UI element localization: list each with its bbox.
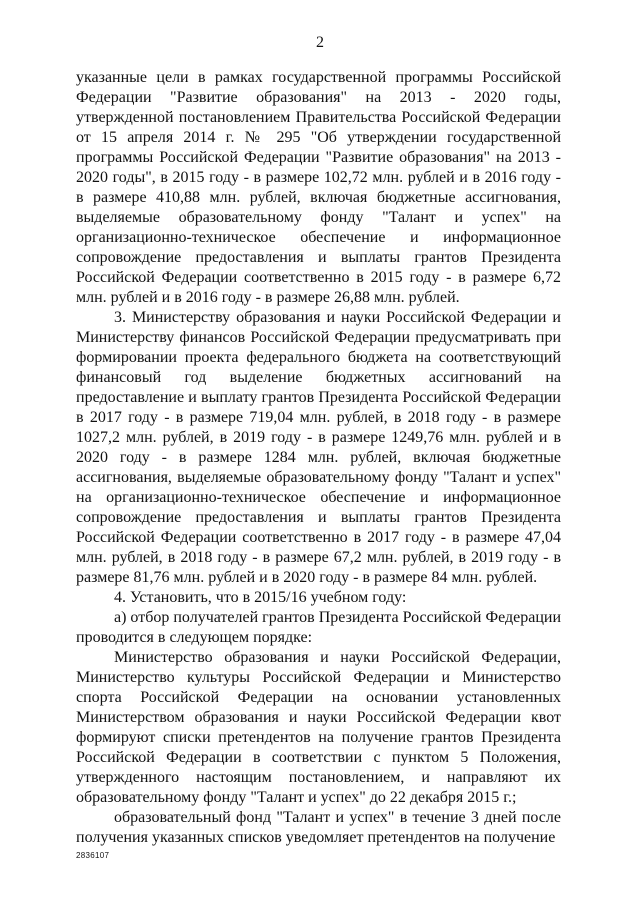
document-code: 2836107 <box>76 851 110 860</box>
paragraph-ministries: Министерство образования и науки Российской Федерации, Министерство культуры Российской Федерации и Министерство спорта Российской Федерации на основании установленных Министерством образования и науки Российской Федерации квот формируют списки претендентов на получение грантов Президента Российской Федерации в соответствии с пунктом 5 Положения, утвержденного настоящим постановлением, и направляют их образовательному фонду "Талант и успех" до 22 декабря 2015 г.; <box>76 649 561 806</box>
page-number: 2 <box>316 34 324 51</box>
paragraph-foundation: образовательный фонд "Талант и успех" в течение 3 дней после получения указанных списков уведомляет претендентов на получение <box>76 809 561 846</box>
paragraph-continuation: указанные цели в рамках государственной программы Российской Федерации "Развитие образования" на 2013 - 2020 годы, утвержденной постановлением Правительства Российской Федерации от 15 апреля 2014 г. № 295 "Об утверждении государственной программы Российской Федерации "Развитие образования" на 2013 - 2020 годы", в 2015 году - в размере 102,72 млн. рублей и в 2016 году - в размере 410,88 млн. рублей, включая бюджетные ассигнования, выделяемые образовательному фонду "Талант и успех" на организационно-техническое обеспечение и информационное сопровождение предоставления и выплаты грантов Президента Российской Федерации соответственно в 2015 году - в размере 6,72 млн. рублей и в 2016 году - в размере 26,88 млн. рублей. <box>76 69 561 306</box>
paragraph-item-4: 4. Установить, что в 2015/16 учебном году: <box>114 589 407 606</box>
paragraph-item-3: 3. Министерству образования и науки Российской Федерации и Министерству финансов Российской Федерации предусматривать при формировании проекта федерального бюджета на соответствующий финансовый год выделение бюджетных ассигнований на предоставление и выплату грантов Президента Российской Федерации в 2017 году - в размере 719,04 млн. рублей, в 2018 году - в размере 1027,2 млн. рублей, в 2019 году - в размере 1249,76 млн. рублей и в 2020 году - в размере 1284 млн. рублей, включая бюджетные ассигнования, выделяемые образовательному фонду "Талант и успех" на организационно-техническое обеспечение и информационное сопровождение предоставления и выплаты грантов Президента Российской Федерации соответственно в 2017 году - в размере 47,04 млн. рублей, в 2018 году - в размере 67,2 млн. рублей, в 2019 году - в размере 81,76 млн. рублей и в 2020 году - в размере 84 млн. рублей. <box>76 309 561 586</box>
paragraph-subitem-a: а) отбор получателей грантов Президента Российской Федерации проводится в следующем порядке: <box>76 609 561 646</box>
document-body <box>76 68 561 848</box>
